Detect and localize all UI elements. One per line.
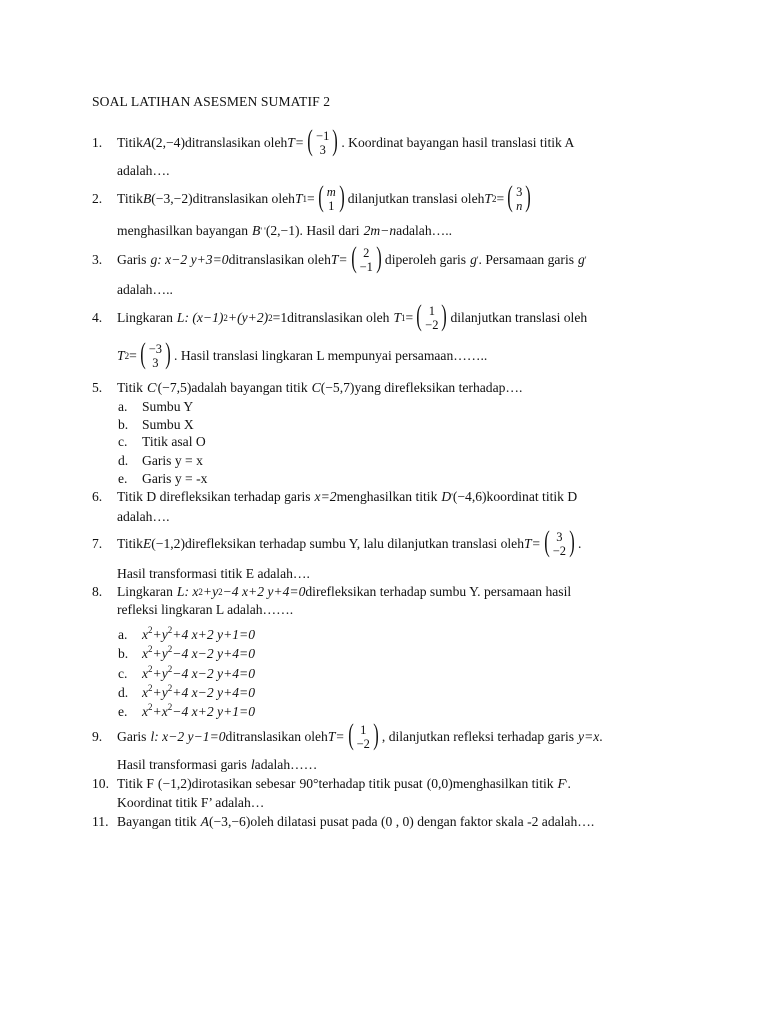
text: menghasilkan titik (452, 776, 554, 791)
vector-bottom: −2 (356, 737, 370, 751)
math: = (496, 191, 505, 206)
math: +y (202, 584, 219, 599)
math: x (142, 646, 149, 661)
text: direfleksikan terhadap sumbu Y, lalu dilanjutkan translasi oleh (184, 536, 524, 551)
question-number: 6. (92, 489, 103, 504)
math: +y (152, 627, 168, 642)
question-number: 2. (92, 191, 103, 206)
vector-bottom: −1 (359, 260, 373, 274)
math: B (252, 223, 261, 238)
question-number: 8. (92, 584, 103, 599)
text: yang direfleksikan terhadap…. (354, 380, 523, 395)
option-letter: a. (118, 627, 128, 642)
question-3-line-1 (92, 241, 587, 274)
translation-vector: ( 1 −2 ) (347, 718, 379, 751)
text: . (578, 536, 582, 551)
text: dilanjutkan translasi oleh (347, 191, 485, 206)
option-letter: c. (118, 434, 128, 449)
vector-top: m (326, 185, 336, 199)
option-letter: e. (118, 471, 128, 486)
text: adalah….. (117, 282, 173, 297)
superscript: 2 (148, 644, 153, 654)
math: +x (152, 704, 168, 719)
superscript: 2 (268, 313, 273, 323)
math: T= (524, 536, 541, 551)
text: ditranslasikan oleh (228, 252, 331, 267)
text: oleh dilatasi pusat pada (0 , 0) dengan faktor skala -2 adalah…. (250, 814, 595, 829)
question-9-line-1 (92, 718, 603, 751)
math: C (311, 380, 321, 395)
math: +4 x+2 y+1=0 (172, 627, 256, 642)
text: Titik (117, 191, 143, 206)
question-3-line-2 (117, 278, 173, 302)
math: D (441, 489, 452, 504)
question-number: 1. (92, 135, 103, 150)
text: adalah…… (254, 757, 318, 772)
page-title: SOAL LATIHAN ASESMEN SUMATIF 2 (92, 94, 331, 109)
vector-bottom: −2 (552, 544, 567, 558)
superscript: ' ' (260, 226, 266, 236)
question-number: 11. (92, 814, 109, 829)
math: 90° (299, 776, 319, 791)
math: T= (287, 135, 305, 150)
superscript: 2 (167, 644, 173, 654)
subscript: 2 (124, 351, 130, 361)
option-letter: b. (118, 646, 129, 661)
vector-top: −3 (148, 342, 163, 356)
math: −4 x+2 y+1=0 (172, 704, 256, 719)
text: dilanjutkan translasi oleh (450, 310, 588, 325)
math: 2m−n (363, 223, 397, 238)
math: +y (152, 666, 168, 681)
math: x (142, 666, 149, 681)
math: (2,−1) (265, 223, 300, 238)
text: . Hasil dari (299, 223, 360, 238)
text: ditranslasikan oleh (287, 310, 390, 325)
question-number: 9. (92, 729, 103, 744)
question-11-line-1 (92, 810, 594, 834)
math: −4 x+2 y+4=0 (222, 584, 306, 599)
math: (0,0) (426, 776, 453, 791)
superscript: 2 (167, 625, 173, 635)
math: L (176, 584, 185, 599)
text: ditranslasikan oleh (184, 135, 288, 150)
math: E (142, 536, 152, 551)
option-text: Sumbu X (142, 417, 194, 432)
math: l (150, 729, 155, 744)
text: adalah….. (396, 223, 453, 238)
option-text: Garis y = -x (142, 471, 208, 486)
superscript: ' (476, 255, 479, 265)
option-letter: d. (118, 685, 129, 700)
text: diperoleh garis (384, 252, 467, 267)
translation-vector: ( 1 −2 ) (416, 299, 448, 332)
math: =1 (272, 310, 288, 325)
text: . (567, 776, 571, 791)
text: dirotasikan sebesar (191, 776, 296, 791)
text: adalah…. (117, 509, 170, 524)
vector-top: 1 (360, 723, 367, 737)
option-letter: a. (118, 399, 128, 414)
math: −4 x−2 y+4=0 (172, 666, 256, 681)
text: Titik (117, 380, 143, 395)
math: +4 x−2 y+4=0 (172, 685, 256, 700)
option-text: Sumbu Y (142, 399, 194, 414)
translation-vector: ( m 1 ) (317, 180, 345, 213)
superscript: ' (584, 255, 587, 265)
text: Garis (117, 252, 147, 267)
subscript: 1 (302, 194, 308, 204)
vector-top: 3 (556, 530, 563, 544)
question-7-line-1 (92, 525, 582, 558)
subscript: 2 (491, 194, 497, 204)
vector-top: 2 (363, 246, 370, 260)
option-letter: e. (118, 704, 128, 719)
math: (−4,6) (452, 489, 487, 504)
option-letter: d. (118, 453, 129, 468)
math: = (307, 191, 315, 206)
text: refleksi lingkaran L adalah……. (117, 602, 294, 617)
vector-bottom: −2 (425, 318, 439, 332)
vector-bottom: 1 (328, 199, 335, 213)
option-text: Titik asal O (142, 434, 206, 449)
vector-bottom: n (516, 199, 523, 213)
subscript: 1 (401, 313, 406, 323)
superscript: 2 (198, 587, 203, 597)
translation-vector: ( 2 −1 ) (350, 241, 382, 274)
text: direfleksikan terhadap sumbu Y. persamaan hasil (305, 584, 572, 599)
vector-top: 1 (428, 304, 435, 318)
option-a (118, 621, 256, 642)
math: (−5,7) (320, 380, 355, 395)
text: koordinat titik D (486, 489, 578, 504)
text: , dilanjutkan refleksi terhadap garis (381, 729, 575, 744)
math: : x−2 y−1=0 (154, 729, 226, 744)
question-1-line-1 (92, 124, 575, 157)
text: Titik (117, 135, 143, 150)
question-1-line-2 (117, 159, 169, 183)
superscript: 2 (148, 683, 153, 693)
text: Lingkaran (117, 584, 173, 599)
vector-bottom: 3 (152, 356, 159, 370)
math: l (250, 757, 255, 772)
superscript: ' (156, 383, 158, 393)
vector-top: −1 (316, 129, 330, 143)
text: . Koordinat bayangan hasil translasi titik A (341, 135, 575, 150)
question-number: 3. (92, 252, 103, 267)
math: : x (184, 584, 199, 599)
math: +(y+2) (227, 310, 269, 325)
superscript: 2 (167, 702, 173, 712)
question-5-line-1 (92, 376, 522, 400)
math: A (142, 135, 152, 150)
text: menghasilkan titik (336, 489, 438, 504)
math: (−1,2) (157, 776, 192, 791)
math: (2,−4) (151, 135, 185, 150)
math: = (405, 310, 414, 325)
text: Titik F (117, 776, 154, 791)
math: g (578, 252, 585, 267)
text: ditranslasikan oleh (192, 191, 295, 206)
translation-vector: ( −1 3 ) (307, 124, 339, 157)
option-text: Garis y = x (142, 453, 203, 468)
text: Titik (117, 536, 143, 551)
text: Bayangan titik (117, 814, 197, 829)
math: T (484, 191, 492, 206)
math: x (142, 685, 149, 700)
question-6-line-2 (117, 505, 169, 529)
math: −4 x−2 y+4=0 (172, 646, 256, 661)
text: . Persamaan garis (478, 252, 575, 267)
superscript: 2 (148, 664, 153, 674)
option-c (118, 433, 206, 451)
translation-vector: ( 3 n ) (507, 180, 532, 213)
vector-top: 3 (516, 185, 523, 199)
question-2-line-2 (117, 219, 452, 243)
text: Garis (117, 729, 147, 744)
option-a (118, 398, 193, 416)
math: A (200, 814, 209, 829)
superscript: 2 (148, 702, 153, 712)
math: C (146, 380, 157, 395)
math: x (142, 704, 149, 719)
text: Hasil transformasi garis (117, 757, 247, 772)
math: x (142, 627, 149, 642)
math: T (117, 348, 125, 363)
translation-vector: ( 3 −2 ) (543, 525, 575, 558)
text: . Hasil translasi lingkaran L mempunyai persamaan…….. (174, 348, 488, 363)
math: (−1,2) (151, 536, 185, 551)
math: T= (327, 729, 345, 744)
math: B (142, 191, 152, 206)
text: adalah bayangan titik (191, 380, 308, 395)
math: L (176, 310, 185, 325)
text: menghasilkan bayangan (117, 223, 248, 238)
math: : x−2 y+3=0 (157, 252, 229, 267)
superscript: ' (565, 779, 568, 789)
option-d (118, 452, 203, 470)
math: (−7,5) (157, 380, 192, 395)
math: g (150, 252, 158, 267)
superscript: 2 (218, 587, 223, 597)
option-b (118, 640, 256, 661)
superscript: 2 (223, 313, 228, 323)
superscript: 2 (148, 625, 153, 635)
math: : (x−1) (184, 310, 224, 325)
question-8-line-2 (117, 598, 293, 622)
question-2-line-1 (92, 180, 534, 213)
math: x=2 (314, 489, 337, 504)
option-b (118, 416, 194, 434)
question-number: 5. (92, 380, 103, 395)
math: (−3,−6) (208, 814, 251, 829)
option-d (118, 679, 256, 700)
option-c (118, 660, 256, 681)
question-4-line-2 (117, 337, 488, 370)
math: T= (330, 252, 348, 267)
question-number: 10. (92, 776, 109, 791)
math: F (557, 776, 566, 791)
text: Koordinat titik F’ adalah… (117, 795, 265, 810)
vector-bottom: 3 (319, 143, 326, 157)
math: = (129, 348, 137, 363)
option-letter: c. (118, 666, 128, 681)
text: Hasil transformasi titik E adalah…. (117, 566, 310, 581)
superscript: 2 (167, 683, 173, 693)
superscript: 2 (167, 664, 173, 674)
text: terhadap titik pusat (318, 776, 423, 791)
superscript: ' (451, 492, 453, 502)
math: g (470, 252, 477, 267)
option-letter: b. (118, 417, 129, 432)
text: Titik D direfleksikan terhadap garis (117, 489, 311, 504)
text: Lingkaran (117, 310, 173, 325)
math: +y (152, 646, 168, 661)
question-number: 4. (92, 310, 103, 325)
text: ditranslasikan oleh (225, 729, 328, 744)
math: +y (152, 685, 168, 700)
math: T (393, 310, 401, 325)
question-number: 7. (92, 536, 103, 551)
question-4-line-1 (92, 299, 588, 332)
text: . (599, 729, 603, 744)
text: adalah…. (117, 163, 170, 178)
math: y=x (578, 729, 600, 744)
option-e (118, 698, 256, 719)
translation-vector: ( −3 3 ) (139, 337, 171, 370)
math: T (294, 191, 303, 206)
math: (−3,−2) (151, 191, 193, 206)
